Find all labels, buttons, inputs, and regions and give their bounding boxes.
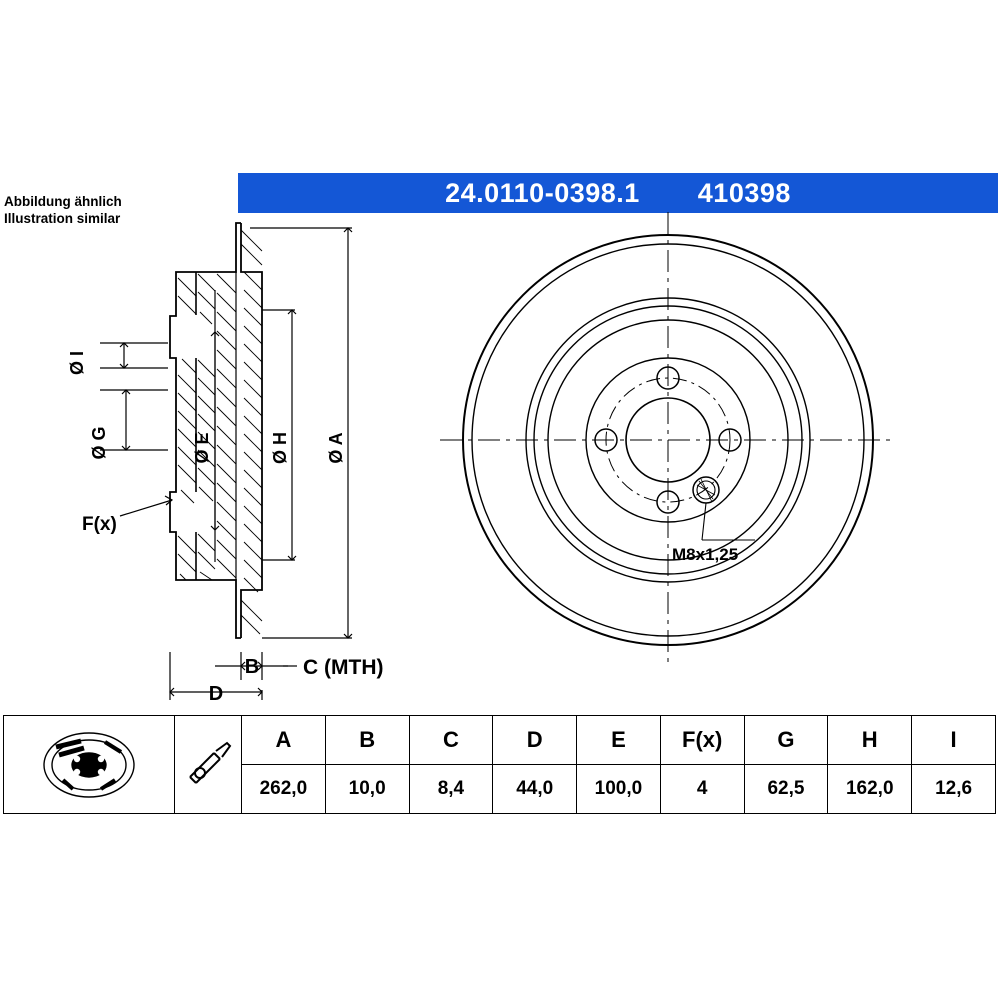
col-header-e: E	[577, 716, 661, 765]
label-dia-i: Ø I	[67, 350, 87, 376]
value-c: 8,4	[409, 765, 493, 814]
col-header-c: C	[409, 716, 493, 765]
caliper-tool-icon	[175, 716, 242, 814]
col-header-fx: F(x)	[660, 716, 744, 765]
col-header-h: H	[828, 716, 912, 765]
value-a: 262,0	[242, 765, 326, 814]
value-fx: 4	[660, 765, 744, 814]
label-d: D	[208, 683, 224, 705]
col-header-g: G	[744, 716, 828, 765]
col-header-d: D	[493, 716, 577, 765]
label-c-mth: C (MTH)	[303, 656, 384, 679]
dimension-lines-section	[100, 228, 352, 700]
part-number: 24.0110-0398.1	[445, 177, 640, 208]
label-dia-e: Ø E	[192, 432, 212, 464]
specification-table	[3, 715, 996, 814]
value-h: 162,0	[828, 765, 912, 814]
col-header-i: I	[912, 716, 996, 765]
col-header-a: A	[242, 716, 326, 765]
label-dia-g: Ø G	[89, 426, 109, 460]
value-i: 12,6	[912, 765, 996, 814]
label-fx: F(x)	[82, 514, 117, 535]
illustration-note-en: Illustration similar	[4, 211, 121, 226]
value-e: 100,0	[577, 765, 661, 814]
value-b: 10,0	[325, 765, 409, 814]
reference-number: 410398	[697, 177, 791, 208]
disc-section-profile	[170, 223, 262, 638]
disc-front-view	[440, 212, 896, 668]
technical-drawing	[0, 160, 1000, 720]
label-dia-a: Ø A	[326, 432, 346, 464]
label-thread: M8x1,25	[672, 545, 739, 564]
table-row-headers	[4, 716, 996, 765]
value-d: 44,0	[493, 765, 577, 814]
value-g: 62,5	[744, 765, 828, 814]
col-header-b: B	[325, 716, 409, 765]
illustration-note-de: Abbildung ähnlich	[4, 194, 122, 209]
label-b: B	[244, 656, 260, 678]
label-dia-h: Ø H	[270, 431, 290, 465]
disc-thumbnail-icon	[4, 716, 175, 814]
